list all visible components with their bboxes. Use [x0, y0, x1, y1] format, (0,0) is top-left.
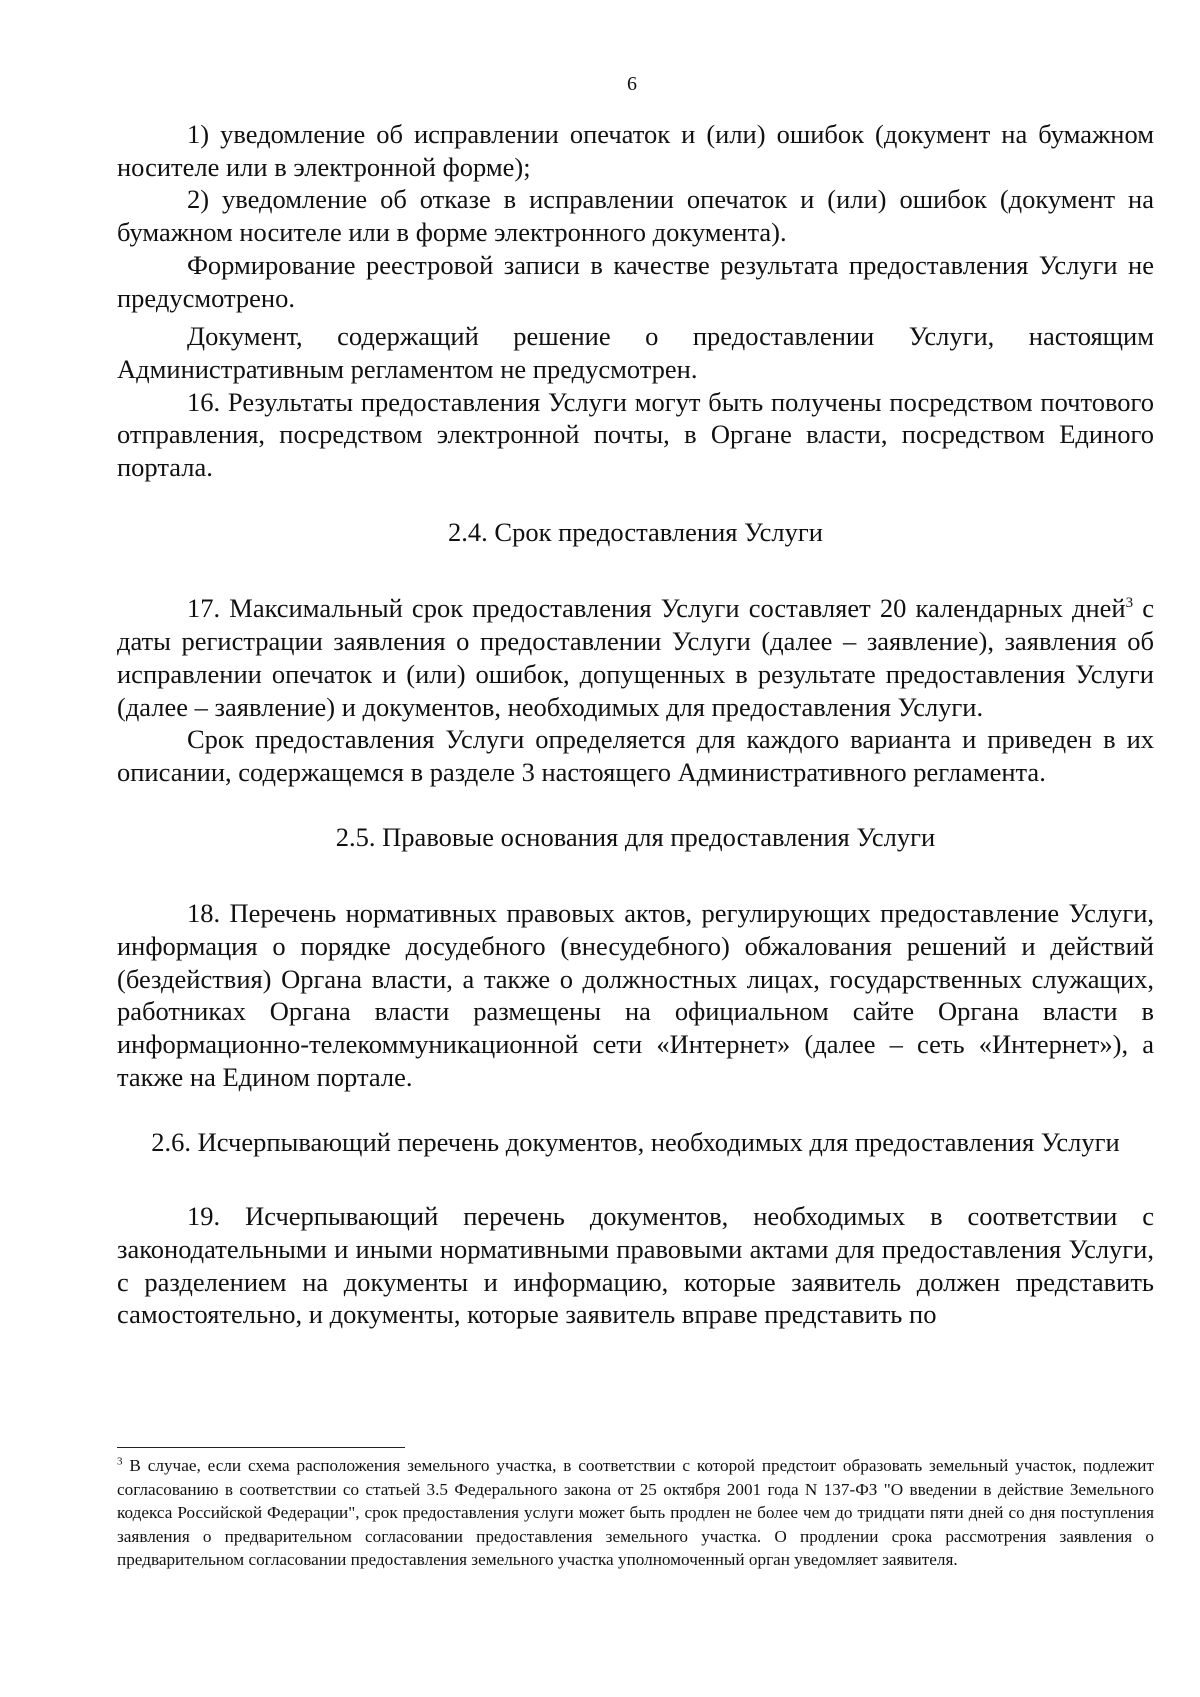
paragraph-item-2: 2) уведомление об отказе в исправлении опечаток и (или) ошибок (документ на бумажном носителе или в форме электронного документа). [117, 184, 1154, 248]
section-heading-2-6: 2.6. Исчерпывающий перечень документов, необходимых для предоставления Услуги [151, 1126, 1120, 1157]
paragraph-17 [117, 592, 1154, 723]
paragraph-18: 18. Перечень нормативных правовых актов, регулирующих предоставление Услуги, информация о порядке досудебного (внесудебного) обжалования решений и действий (бездействия) Органа власти, а также о должностных лицах, государственных служащих, работниках Органа власти размещены на официальном сайте Органа власти в информационно-телекоммуникационной сети «Интернет» (далее – сеть «Интернет»), а также на Едином портале. [117, 898, 1154, 1092]
paragraph-registry-record: Формирование реестровой записи в качестве результата предоставления Услуги не предусмотрено. [117, 249, 1154, 313]
paragraph-17-text-start: 17. Максимальный срок предоставления Услуги составляет 20 календарных дней [187, 593, 1126, 624]
section-heading-2-5: 2.5. Правовые основания для предоставления Услуги [335, 821, 936, 852]
paragraph-17-term-definition: Срок предоставления Услуги определяется для каждого варианта и приведен в их описании, содержащемся в разделе 3 настоящего Административного регламента. [117, 724, 1154, 787]
paragraph-17-text-end: с даты регистрации заявления о предоставлении Услуги (далее – заявление), заявления об исправлении опечаток и (или) ошибок, допущенных в результате предоставления Услуги (далее – заявление) и документов, необходимых для предоставления Услуги. [117, 593, 1154, 722]
footnote-marker: 3 [117, 1455, 123, 1468]
page-number: 6 [627, 73, 637, 95]
section-heading-2-4: 2.4. Срок предоставления Услуги [448, 516, 823, 547]
paragraph-decision-document: Документ, содержащий решение о предоставлении Услуги, настоящим Административным регламентом не предусмотрен. [117, 321, 1154, 384]
paragraph-19: 19. Исчерпывающий перечень документов, необходимых в соответствии с законодательными и иными нормативными правовыми актами для предоставления Услуги, с разделением на документы и информацию, которые заявитель должен представить самостоятельно, и документы, которые заявитель вправе представить по [117, 1201, 1154, 1330]
footnote [117, 1454, 1154, 1572]
footnote-text: В случае, если схема расположения земельного участка, в соответствии с которой предстоит образовать земельный участок, подлежит согласованию в соответствии со статьей 3.5 Федерального закона от 25 октября 2001 года N 137-ФЗ "О введении в действие Земельного кодекса Российской Федерации", срок предоставления услуги может быть продлен не более чем до тридцати пяти дней со дня поступления заявления о предварительном согласовании предоставления земельного участка. О продлении срока рассмотрения заявления о предварительном согласовании предоставления земельного участка уполномоченный орган уведомляет заявителя. [117, 1456, 1154, 1570]
paragraph-item-1: 1) уведомление об исправлении опечаток и (или) ошибок (документ на бумажном носителе или в электронной форме); [117, 119, 1154, 182]
paragraph-16: 16. Результаты предоставления Услуги могут быть получены посредством почтового отправления, посредством электронной почты, в Органе власти, посредством Единого портала. [117, 386, 1154, 483]
footnote-reference[interactable]: 3 [1125, 595, 1134, 612]
footnote-separator [117, 1447, 405, 1448]
document-body [117, 118, 1154, 1331]
